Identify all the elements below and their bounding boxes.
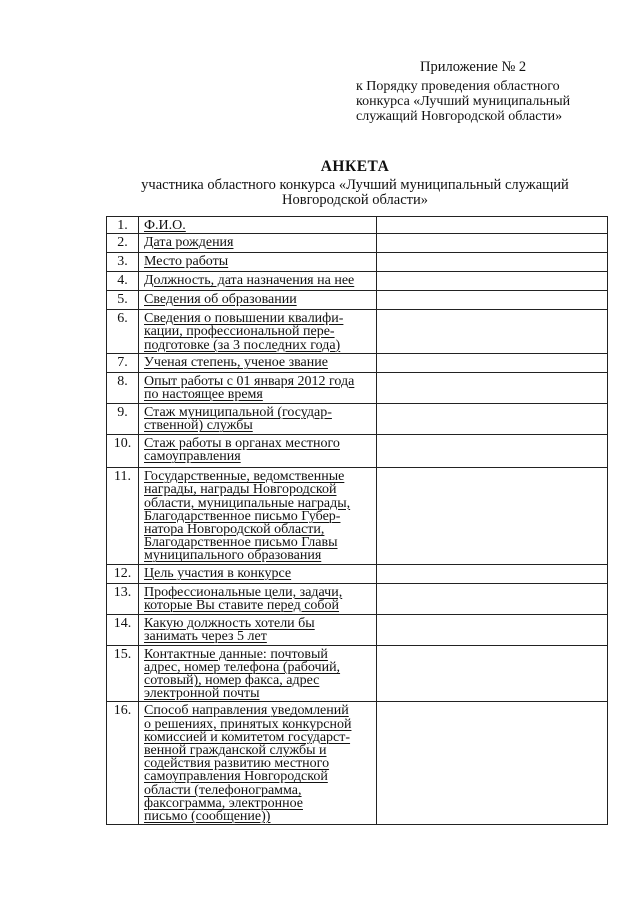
answer-field[interactable] (377, 217, 608, 234)
answer-field[interactable] (377, 291, 608, 310)
answer-field[interactable] (377, 468, 608, 564)
row-label: Должность, дата назначения на нее (144, 273, 355, 289)
row-label-cell (139, 645, 377, 702)
row-number: 10. (107, 435, 139, 468)
table-row (107, 272, 608, 291)
answer-field[interactable] (377, 583, 608, 614)
row-label: Контактные данные: почтовый адрес, номер телефона (рабочий, сотовый), номер факса, адрес электронной почты (144, 646, 341, 702)
questionnaire-table (106, 216, 608, 825)
row-label-cell (139, 291, 377, 310)
row-label: Стаж работы в органах местного самоуправления (144, 436, 340, 465)
row-number: 11. (107, 468, 139, 564)
row-number: 1. (107, 217, 139, 234)
table-row (107, 702, 608, 825)
answer-field[interactable] (377, 702, 608, 825)
row-label-cell (139, 435, 377, 468)
answer-field[interactable] (377, 253, 608, 272)
appendix-title: Приложение № 2 (420, 59, 527, 75)
row-label: Профессиональные цели, задачи, которые Вы ставите перед собой (144, 584, 343, 613)
row-number: 6. (107, 310, 139, 354)
subtitle-line: Новгородской области» (282, 192, 428, 208)
answer-field[interactable] (377, 564, 608, 583)
table-row (107, 373, 608, 404)
row-number: 3. (107, 253, 139, 272)
row-label: Какую должность хотели бы занимать через 5 лет (144, 615, 315, 644)
row-label-cell (139, 310, 377, 354)
row-number: 13. (107, 583, 139, 614)
table-row (107, 614, 608, 645)
table-row (107, 217, 608, 234)
appendix-line: служащий Новгородской области» (356, 109, 563, 124)
row-number: 9. (107, 404, 139, 435)
row-label-cell (139, 234, 377, 253)
table-row (107, 234, 608, 253)
row-label-cell (139, 373, 377, 404)
answer-field[interactable] (377, 614, 608, 645)
row-label-cell (139, 354, 377, 373)
answer-field[interactable] (377, 310, 608, 354)
answer-field[interactable] (377, 435, 608, 468)
table-row (107, 253, 608, 272)
appendix-line: к Порядку проведения областного (356, 79, 560, 94)
row-label-cell (139, 217, 377, 234)
row-number: 2. (107, 234, 139, 253)
document-title: АНКЕТА (320, 158, 390, 175)
row-number: 8. (107, 373, 139, 404)
row-label: Сведения об образовании (144, 292, 297, 308)
row-label: Дата рождения (144, 235, 234, 251)
table-row (107, 435, 608, 468)
row-label: Сведения о повышении квалифи- кации, профессиональной пере- подготовке (за 3 последних года) (144, 311, 344, 353)
row-label: Цель участия в конкурсе (144, 565, 292, 581)
appendix-header (356, 60, 616, 124)
row-label-cell (139, 253, 377, 272)
row-number: 12. (107, 564, 139, 583)
row-label: Способ направления уведомлений о решениях, принятых конкурсной комиссией и комитетом государст- венной гражданской службы и содействия развитию местного самоуправления Новгородской области (телефонограмма, факсограмма, электронное письмо (сообщение)) (144, 703, 352, 825)
answer-field[interactable] (377, 234, 608, 253)
row-number: 15. (107, 645, 139, 702)
table-row (107, 291, 608, 310)
row-number: 16. (107, 702, 139, 825)
row-label-cell (139, 272, 377, 291)
answer-field[interactable] (377, 373, 608, 404)
appendix-line: конкурса «Лучший муниципальный (356, 94, 571, 109)
document-subtitle (100, 178, 610, 208)
table-row (107, 645, 608, 702)
row-label-cell (139, 583, 377, 614)
row-label: Стаж муниципальной (государ- ственной) службы (144, 405, 332, 434)
row-label: Ученая степень, ученое звание (144, 355, 328, 371)
table-row (107, 583, 608, 614)
answer-field[interactable] (377, 404, 608, 435)
row-label: Государственные, ведомственные награды, награды Новгородской области, муниципальные награды, Благодарственное письмо Губер- натора Новгородской области, Благодарственное письмо Главы муниципального образования (144, 469, 351, 564)
answer-field[interactable] (377, 354, 608, 373)
table-row (107, 404, 608, 435)
row-label: Место работы (144, 254, 229, 270)
row-number: 7. (107, 354, 139, 373)
row-label: Ф.И.О. (144, 218, 186, 233)
row-label: Опыт работы с 01 января 2012 года по настоящее время (144, 374, 355, 403)
subtitle-line: участника областного конкурса «Лучший муниципальный служащий (141, 177, 569, 193)
table-row (107, 564, 608, 583)
table-row (107, 310, 608, 354)
row-number: 5. (107, 291, 139, 310)
answer-field[interactable] (377, 645, 608, 702)
row-label-cell (139, 404, 377, 435)
row-label-cell (139, 702, 377, 825)
answer-field[interactable] (377, 272, 608, 291)
table-row (107, 468, 608, 564)
row-label-cell (139, 564, 377, 583)
table-row (107, 354, 608, 373)
row-number: 4. (107, 272, 139, 291)
row-label-cell (139, 468, 377, 564)
row-number: 14. (107, 614, 139, 645)
row-label-cell (139, 614, 377, 645)
